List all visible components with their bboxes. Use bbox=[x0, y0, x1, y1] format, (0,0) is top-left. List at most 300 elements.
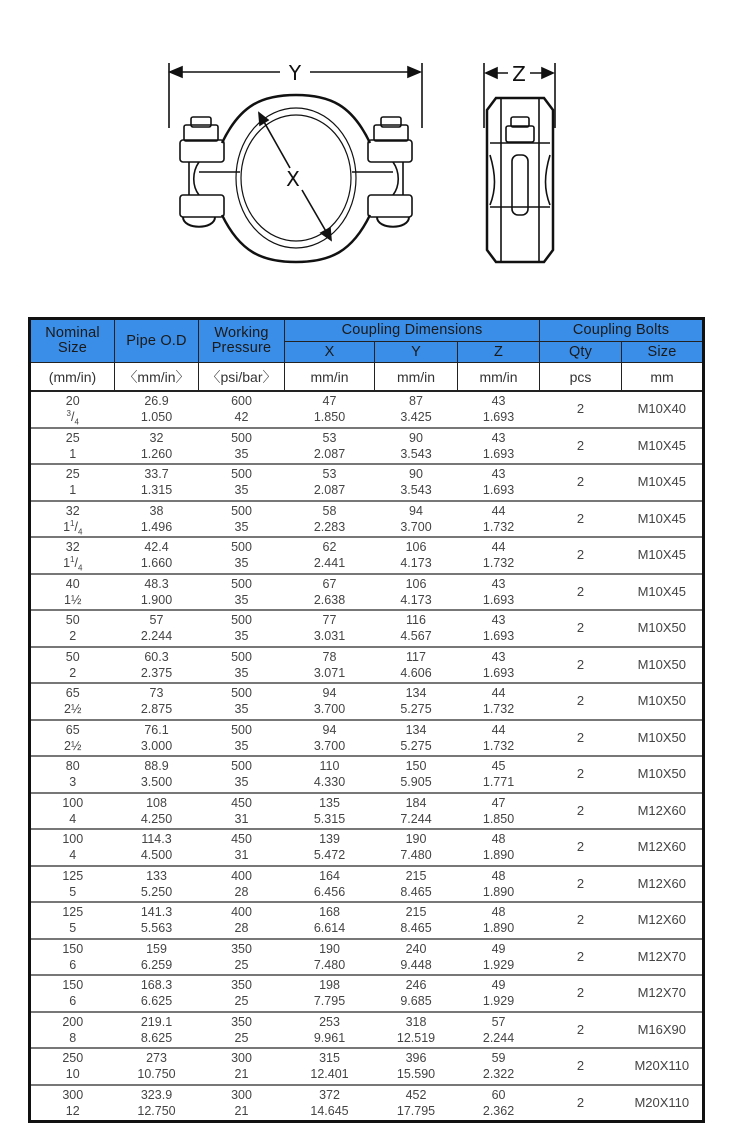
pipe-od-secondary: 6.625 bbox=[140, 994, 173, 1009]
cell-pipe-od bbox=[115, 829, 199, 866]
cell-nominal-size bbox=[30, 756, 115, 793]
unit-z: mm/in bbox=[458, 363, 540, 392]
cell-working-pressure bbox=[199, 391, 285, 428]
dim-y-secondary: 8.465 bbox=[400, 921, 432, 936]
dim-y-primary: 134 bbox=[405, 686, 427, 701]
dim-x-primary: 78 bbox=[322, 649, 337, 664]
nominal-size-primary: 40 bbox=[65, 576, 80, 591]
cell-dim-y bbox=[375, 975, 458, 1012]
cell-dim-x bbox=[285, 683, 375, 720]
cell-working-pressure bbox=[199, 464, 285, 501]
nominal-size-primary: 80 bbox=[65, 759, 80, 774]
nominal-size-primary: 65 bbox=[65, 686, 80, 701]
pipe-od-primary: 219.1 bbox=[140, 1014, 173, 1029]
nominal-size-primary: 100 bbox=[62, 795, 84, 810]
dim-z-secondary: 2.244 bbox=[482, 1030, 515, 1045]
dim-y-primary: 240 bbox=[405, 941, 427, 956]
dim-y-primary: 90 bbox=[409, 467, 423, 482]
pipe-od-secondary: 6.259 bbox=[140, 957, 173, 972]
dim-z-secondary: 1.693 bbox=[482, 483, 515, 498]
cell-nominal-size bbox=[30, 610, 115, 647]
dim-y-secondary: 9.685 bbox=[400, 994, 432, 1009]
dim-x-secondary: 3.031 bbox=[313, 629, 346, 644]
cell-bolt-size: M10X45 bbox=[622, 501, 704, 538]
dim-x-primary: 139 bbox=[319, 832, 340, 847]
cell-bolt-qty: 2 bbox=[540, 720, 622, 757]
dim-y-secondary: 5.275 bbox=[400, 702, 432, 717]
cell-dim-x bbox=[285, 720, 375, 757]
dim-z-primary: 44 bbox=[491, 686, 506, 701]
dim-x-primary: 77 bbox=[322, 613, 337, 628]
pipe-od-primary: 33.7 bbox=[144, 467, 169, 482]
nominal-size-secondary: 5 bbox=[69, 884, 77, 899]
pipe-od-primary: 26.9 bbox=[144, 394, 169, 409]
dim-x-secondary: 7.795 bbox=[313, 994, 346, 1009]
working-pressure-primary: 450 bbox=[231, 795, 252, 810]
dim-y-primary: 184 bbox=[405, 795, 427, 810]
nominal-size-primary: 20 bbox=[65, 394, 80, 409]
pipe-od-secondary: 5.250 bbox=[140, 884, 173, 899]
cell-working-pressure bbox=[199, 1048, 285, 1085]
cell-bolt-size: M10X45 bbox=[622, 537, 704, 574]
header-pressure-line2: Pressure bbox=[211, 340, 272, 356]
pipe-od-primary: 76.1 bbox=[144, 722, 169, 737]
cell-bolt-qty: 2 bbox=[540, 793, 622, 830]
cell-dim-z bbox=[458, 428, 540, 465]
cell-dim-x bbox=[285, 537, 375, 574]
cell-dim-x bbox=[285, 939, 375, 976]
table-row bbox=[30, 391, 704, 428]
cell-bolt-qty: 2 bbox=[540, 647, 622, 684]
dim-z-primary: 44 bbox=[491, 722, 506, 737]
cell-dim-z bbox=[458, 866, 540, 903]
dim-z-primary: 45 bbox=[491, 759, 506, 774]
pipe-od-primary: 133 bbox=[146, 868, 167, 883]
cell-working-pressure bbox=[199, 720, 285, 757]
dim-z-primary: 47 bbox=[491, 795, 506, 810]
nominal-size-secondary: 1 bbox=[69, 483, 77, 498]
working-pressure-secondary: 35 bbox=[234, 446, 249, 461]
working-pressure-secondary: 25 bbox=[234, 957, 249, 972]
unit-x: mm/in bbox=[285, 363, 375, 392]
dim-y-secondary: 15.590 bbox=[396, 1067, 436, 1082]
cell-nominal-size bbox=[30, 939, 115, 976]
pipe-od-secondary: 2.375 bbox=[140, 665, 173, 680]
working-pressure-secondary: 35 bbox=[234, 556, 249, 571]
cell-working-pressure bbox=[199, 1085, 285, 1122]
dim-z-primary: 48 bbox=[491, 832, 506, 847]
working-pressure-secondary: 25 bbox=[234, 994, 249, 1009]
cell-nominal-size bbox=[30, 574, 115, 611]
cell-dim-x bbox=[285, 610, 375, 647]
dim-y-secondary: 17.795 bbox=[396, 1103, 436, 1118]
cell-nominal-size bbox=[30, 829, 115, 866]
cell-bolt-qty: 2 bbox=[540, 428, 622, 465]
cell-dim-y bbox=[375, 866, 458, 903]
cell-nominal-size bbox=[30, 647, 115, 684]
cell-working-pressure bbox=[199, 683, 285, 720]
header-qty: Qty bbox=[540, 342, 622, 363]
cell-dim-y bbox=[375, 1012, 458, 1049]
dim-x-secondary: 1.850 bbox=[313, 410, 346, 425]
pipe-od-secondary: 1.315 bbox=[140, 483, 173, 498]
nominal-size-primary: 65 bbox=[65, 722, 80, 737]
dim-y-secondary: 3.543 bbox=[400, 446, 432, 461]
cell-bolt-size: M12X60 bbox=[622, 829, 704, 866]
cell-bolt-qty: 2 bbox=[540, 574, 622, 611]
cell-dim-x bbox=[285, 829, 375, 866]
pipe-od-secondary: 4.250 bbox=[140, 811, 173, 826]
cell-nominal-size bbox=[30, 501, 115, 538]
header-coupling-dimensions: Coupling Dimensions bbox=[285, 319, 540, 342]
x-dimension-label: X bbox=[286, 167, 300, 191]
cell-dim-x bbox=[285, 647, 375, 684]
cell-bolt-size: M16X90 bbox=[622, 1012, 704, 1049]
cell-bolt-qty: 2 bbox=[540, 464, 622, 501]
table-row bbox=[30, 1048, 704, 1085]
dim-y-primary: 134 bbox=[405, 722, 427, 737]
nominal-size-primary: 32 bbox=[65, 540, 80, 555]
header-nominal-line1: Nominal bbox=[45, 325, 100, 341]
cell-pipe-od bbox=[115, 428, 199, 465]
dim-z-secondary: 1.929 bbox=[482, 994, 515, 1009]
nominal-size-primary: 25 bbox=[65, 467, 80, 482]
dim-z-primary: 57 bbox=[491, 1014, 506, 1029]
dim-y-primary: 106 bbox=[405, 540, 427, 555]
header-x: X bbox=[285, 342, 375, 363]
cell-bolt-qty: 2 bbox=[540, 975, 622, 1012]
cell-working-pressure bbox=[199, 537, 285, 574]
pipe-od-primary: 42.4 bbox=[144, 540, 169, 555]
header-coupling-bolts: Coupling Bolts bbox=[540, 319, 704, 342]
pipe-od-primary: 108 bbox=[146, 795, 167, 810]
nominal-size-secondary: 1 bbox=[69, 446, 77, 461]
dim-y-secondary: 4.173 bbox=[400, 592, 432, 607]
nominal-size-primary: 50 bbox=[65, 649, 80, 664]
cell-bolt-size: M12X60 bbox=[622, 793, 704, 830]
pipe-od-primary: 141.3 bbox=[140, 905, 173, 920]
cell-nominal-size bbox=[30, 866, 115, 903]
pipe-od-secondary: 5.563 bbox=[140, 921, 173, 936]
cell-dim-z bbox=[458, 829, 540, 866]
dim-y-primary: 396 bbox=[405, 1051, 427, 1066]
pipe-od-primary: 159 bbox=[146, 941, 167, 956]
cell-dim-x bbox=[285, 1048, 375, 1085]
working-pressure-secondary: 31 bbox=[234, 848, 249, 863]
cell-nominal-size bbox=[30, 464, 115, 501]
nominal-size-secondary: 2½ bbox=[64, 738, 82, 753]
cell-pipe-od bbox=[115, 1048, 199, 1085]
cell-dim-y bbox=[375, 720, 458, 757]
pipe-od-primary: 48.3 bbox=[144, 576, 169, 591]
dim-z-secondary: 1.771 bbox=[482, 775, 515, 790]
unit-size: mm bbox=[622, 363, 704, 392]
cell-bolt-size: M12X60 bbox=[622, 902, 704, 939]
dim-y-secondary: 3.425 bbox=[400, 410, 432, 425]
cell-nominal-size bbox=[30, 428, 115, 465]
pipe-od-primary: 32 bbox=[149, 430, 164, 445]
nominal-size-primary: 150 bbox=[62, 978, 84, 993]
table-row bbox=[30, 793, 704, 830]
dim-y-primary: 106 bbox=[405, 576, 427, 591]
cell-dim-z bbox=[458, 391, 540, 428]
cell-pipe-od bbox=[115, 391, 199, 428]
cell-bolt-qty: 2 bbox=[540, 902, 622, 939]
cell-dim-x bbox=[285, 428, 375, 465]
dim-x-secondary: 5.472 bbox=[313, 848, 346, 863]
dim-x-primary: 47 bbox=[322, 394, 337, 409]
cell-bolt-qty: 2 bbox=[540, 829, 622, 866]
cell-pipe-od bbox=[115, 756, 199, 793]
cell-pipe-od bbox=[115, 647, 199, 684]
dim-z-primary: 48 bbox=[491, 905, 506, 920]
table-row bbox=[30, 1012, 704, 1049]
pipe-od-secondary: 8.625 bbox=[140, 1030, 173, 1045]
cell-dim-z bbox=[458, 756, 540, 793]
working-pressure-secondary: 28 bbox=[234, 921, 249, 936]
dim-y-primary: 190 bbox=[405, 832, 427, 847]
dim-z-primary: 49 bbox=[491, 941, 506, 956]
cell-pipe-od bbox=[115, 902, 199, 939]
cell-dim-z bbox=[458, 464, 540, 501]
dim-x-secondary: 3.071 bbox=[313, 665, 346, 680]
working-pressure-primary: 500 bbox=[231, 430, 252, 445]
working-pressure-secondary: 35 bbox=[234, 483, 249, 498]
working-pressure-primary: 350 bbox=[231, 1014, 252, 1029]
dim-z-secondary: 1.850 bbox=[482, 811, 515, 826]
pipe-od-primary: 57 bbox=[149, 613, 164, 628]
nominal-size-secondary: 2½ bbox=[64, 702, 82, 717]
pipe-od-secondary: 1.900 bbox=[140, 592, 173, 607]
cell-pipe-od bbox=[115, 501, 199, 538]
header-pipe-od: Pipe O.D bbox=[115, 319, 199, 363]
cell-dim-y bbox=[375, 756, 458, 793]
dim-x-secondary: 6.614 bbox=[313, 921, 346, 936]
dim-x-secondary: 2.087 bbox=[313, 446, 346, 461]
cell-dim-x bbox=[285, 756, 375, 793]
cell-dim-z bbox=[458, 574, 540, 611]
cell-bolt-qty: 2 bbox=[540, 610, 622, 647]
dim-y-secondary: 3.700 bbox=[400, 519, 432, 534]
pipe-od-secondary: 1.260 bbox=[140, 446, 173, 461]
cell-bolt-size: M10X50 bbox=[622, 610, 704, 647]
cell-dim-z bbox=[458, 610, 540, 647]
dim-z-secondary: 1.732 bbox=[482, 738, 515, 753]
pipe-od-primary: 88.9 bbox=[144, 759, 169, 774]
dim-y-secondary: 5.275 bbox=[400, 738, 432, 753]
dim-y-primary: 94 bbox=[409, 503, 423, 518]
table-row bbox=[30, 866, 704, 903]
nominal-size-primary: 125 bbox=[62, 905, 84, 920]
table-row bbox=[30, 537, 704, 574]
cell-dim-y bbox=[375, 574, 458, 611]
cell-working-pressure bbox=[199, 574, 285, 611]
nominal-size-secondary: 4 bbox=[69, 848, 77, 863]
working-pressure-primary: 600 bbox=[231, 394, 252, 409]
nominal-size-secondary: 12 bbox=[65, 1103, 80, 1118]
nominal-size-secondary: 2 bbox=[69, 629, 77, 644]
cell-bolt-size: M10X45 bbox=[622, 428, 704, 465]
working-pressure-secondary: 28 bbox=[234, 884, 249, 899]
cell-nominal-size bbox=[30, 902, 115, 939]
cell-dim-z bbox=[458, 501, 540, 538]
working-pressure-primary: 400 bbox=[231, 868, 252, 883]
cell-bolt-size: M10X50 bbox=[622, 756, 704, 793]
working-pressure-primary: 500 bbox=[231, 686, 252, 701]
dim-x-primary: 135 bbox=[319, 795, 340, 810]
cell-dim-y bbox=[375, 1085, 458, 1122]
header-pressure-line1: Working bbox=[214, 325, 269, 341]
cell-working-pressure bbox=[199, 793, 285, 830]
cell-pipe-od bbox=[115, 1085, 199, 1122]
dim-y-primary: 117 bbox=[406, 649, 426, 664]
nominal-size-secondary: 10 bbox=[65, 1067, 80, 1082]
working-pressure-secondary: 35 bbox=[234, 592, 249, 607]
dim-x-primary: 315 bbox=[319, 1051, 340, 1066]
cell-pipe-od bbox=[115, 683, 199, 720]
dim-x-secondary: 14.645 bbox=[310, 1103, 349, 1118]
dim-y-secondary: 5.905 bbox=[400, 775, 432, 790]
table-row bbox=[30, 464, 704, 501]
cell-working-pressure bbox=[199, 866, 285, 903]
nominal-size-secondary: 1½ bbox=[64, 592, 82, 607]
nominal-size-secondary: 2 bbox=[69, 665, 77, 680]
dim-x-secondary: 4.330 bbox=[313, 775, 346, 790]
dim-z-secondary: 1.890 bbox=[482, 921, 515, 936]
dim-x-secondary: 3.700 bbox=[313, 738, 346, 753]
cell-nominal-size bbox=[30, 720, 115, 757]
dim-y-secondary: 4.606 bbox=[400, 665, 432, 680]
dim-z-primary: 48 bbox=[491, 868, 506, 883]
table-row bbox=[30, 829, 704, 866]
dim-x-primary: 168 bbox=[319, 905, 340, 920]
dim-z-secondary: 1.732 bbox=[482, 556, 515, 571]
nominal-size-secondary: 5 bbox=[69, 921, 77, 936]
cell-dim-z bbox=[458, 975, 540, 1012]
cell-dim-y bbox=[375, 428, 458, 465]
dim-z-secondary: 1.693 bbox=[482, 629, 515, 644]
cell-nominal-size bbox=[30, 537, 115, 574]
cell-pipe-od bbox=[115, 464, 199, 501]
cell-bolt-qty: 2 bbox=[540, 866, 622, 903]
table-row bbox=[30, 647, 704, 684]
working-pressure-secondary: 25 bbox=[234, 1030, 249, 1045]
working-pressure-secondary: 35 bbox=[234, 519, 249, 534]
working-pressure-primary: 500 bbox=[231, 467, 252, 482]
z-dimension-label: Z bbox=[512, 62, 526, 86]
pipe-od-primary: 114.3 bbox=[141, 832, 172, 847]
dim-z-primary: 43 bbox=[491, 613, 506, 628]
cell-dim-z bbox=[458, 683, 540, 720]
cell-dim-z bbox=[458, 1048, 540, 1085]
dim-x-primary: 253 bbox=[319, 1014, 340, 1029]
dim-x-primary: 198 bbox=[319, 978, 340, 993]
table-row bbox=[30, 501, 704, 538]
cell-pipe-od bbox=[115, 866, 199, 903]
dim-z-primary: 59 bbox=[491, 1051, 506, 1066]
working-pressure-primary: 350 bbox=[231, 941, 252, 956]
cell-pipe-od bbox=[115, 720, 199, 757]
working-pressure-primary: 500 bbox=[231, 503, 252, 518]
dim-z-secondary: 1.693 bbox=[482, 665, 515, 680]
cell-dim-x bbox=[285, 1012, 375, 1049]
unit-working-pressure: 〈psi/bar〉 bbox=[199, 363, 285, 392]
cell-dim-x bbox=[285, 464, 375, 501]
pipe-od-secondary: 2.244 bbox=[140, 629, 173, 644]
dim-y-primary: 90 bbox=[409, 430, 423, 445]
working-pressure-primary: 500 bbox=[231, 576, 252, 591]
pipe-od-secondary: 3.000 bbox=[140, 738, 173, 753]
cell-nominal-size bbox=[30, 793, 115, 830]
cell-dim-x bbox=[285, 902, 375, 939]
cell-working-pressure bbox=[199, 902, 285, 939]
cell-bolt-qty: 2 bbox=[540, 501, 622, 538]
cell-pipe-od bbox=[115, 939, 199, 976]
dim-x-secondary: 3.700 bbox=[313, 702, 346, 717]
dim-x-primary: 53 bbox=[322, 467, 337, 482]
nominal-size-secondary: 4 bbox=[69, 811, 77, 826]
dim-z-primary: 60 bbox=[491, 1087, 506, 1102]
cell-dim-x bbox=[285, 574, 375, 611]
cell-bolt-size: M10X45 bbox=[622, 464, 704, 501]
cell-bolt-size: M20X110 bbox=[622, 1048, 704, 1085]
header-working-pressure bbox=[199, 319, 285, 363]
cell-dim-y bbox=[375, 610, 458, 647]
cell-bolt-qty: 2 bbox=[540, 537, 622, 574]
cell-dim-y bbox=[375, 683, 458, 720]
dim-x-primary: 94 bbox=[322, 686, 337, 701]
pipe-od-secondary: 3.500 bbox=[140, 775, 173, 790]
working-pressure-secondary: 21 bbox=[234, 1067, 249, 1082]
nominal-size-secondary: 3 bbox=[69, 775, 77, 790]
table-row bbox=[30, 720, 704, 757]
cell-dim-y bbox=[375, 537, 458, 574]
cell-dim-z bbox=[458, 939, 540, 976]
dim-x-primary: 94 bbox=[322, 722, 337, 737]
nominal-size-secondary: $1^1/_4$ bbox=[63, 555, 83, 573]
pipe-od-primary: 273 bbox=[146, 1051, 167, 1066]
working-pressure-secondary: 35 bbox=[234, 702, 249, 717]
cell-nominal-size bbox=[30, 1012, 115, 1049]
dim-x-secondary: 2.283 bbox=[313, 519, 346, 534]
dim-y-primary: 318 bbox=[405, 1014, 427, 1029]
nominal-size-primary: 100 bbox=[62, 832, 84, 847]
dim-z-primary: 43 bbox=[491, 576, 506, 591]
cell-bolt-qty: 2 bbox=[540, 391, 622, 428]
coupling-drawing bbox=[0, 0, 733, 300]
pipe-od-secondary: 2.875 bbox=[140, 702, 173, 717]
cell-nominal-size bbox=[30, 683, 115, 720]
dim-y-secondary: 8.465 bbox=[400, 884, 432, 899]
dim-x-secondary: 2.087 bbox=[313, 483, 346, 498]
dim-x-secondary: 2.638 bbox=[313, 592, 346, 607]
cell-working-pressure bbox=[199, 939, 285, 976]
cell-bolt-qty: 2 bbox=[540, 1012, 622, 1049]
dim-y-primary: 150 bbox=[405, 759, 427, 774]
dim-x-secondary: 2.441 bbox=[313, 556, 346, 571]
header-y: Y bbox=[375, 342, 458, 363]
dim-z-primary: 44 bbox=[491, 540, 506, 555]
nominal-size-secondary: 8 bbox=[69, 1030, 77, 1045]
y-dimension-label: Y bbox=[288, 61, 302, 85]
cell-working-pressure bbox=[199, 1012, 285, 1049]
cell-dim-y bbox=[375, 829, 458, 866]
cell-bolt-qty: 2 bbox=[540, 939, 622, 976]
dim-y-primary: 452 bbox=[405, 1087, 427, 1102]
cell-bolt-qty: 2 bbox=[540, 683, 622, 720]
unit-y: mm/in bbox=[375, 363, 458, 392]
dim-x-primary: 62 bbox=[322, 540, 337, 555]
